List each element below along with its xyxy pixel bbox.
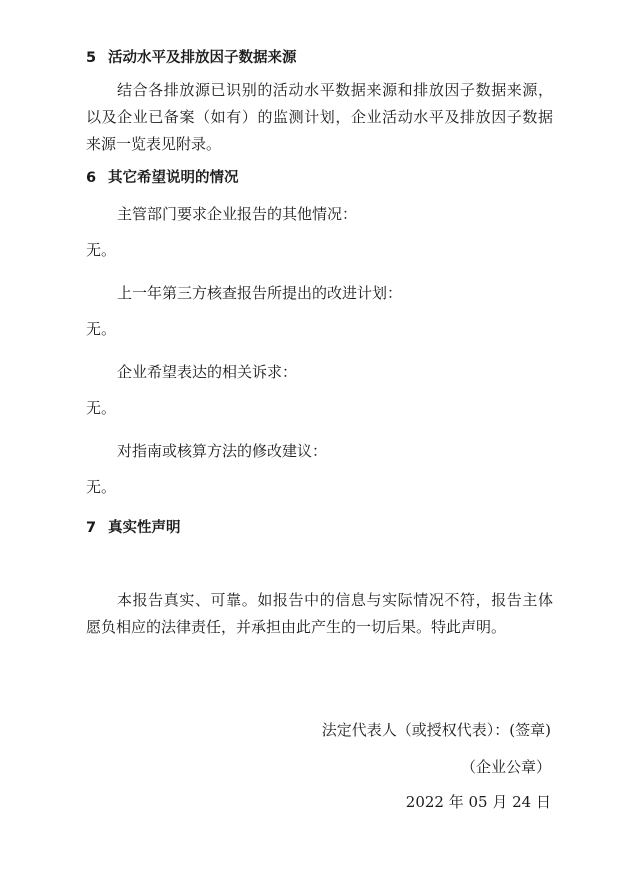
section-6-heading [86,168,239,188]
section-5-title: 活动水平及排放因子数据来源 [108,50,297,66]
section-7-paragraph-line-2: 愿负相应的法律责任，并承担由此产生的一切后果。特此声明。 [86,618,507,636]
section-6-question-3: 企业希望表达的相关诉求： [117,363,298,381]
section-6-question-1: 主管部门要求企业报告的其他情况： [117,205,358,223]
section-7-paragraph-line-1: 本报告真实、可靠。如报告中的信息与实际情况不符，报告主体 [117,591,553,609]
section-6-answer-3: 无。 [86,399,117,417]
section-6-title: 其它希望说明的情况 [108,170,239,186]
section-7-heading [86,518,181,538]
section-6-question-2: 上一年第三方核查报告所提出的改进计划： [117,284,403,302]
section-7-number: 7 [86,520,97,536]
section-5-paragraph-line-3: 来源一览表见附录。 [86,135,222,153]
section-7-title: 真实性声明 [108,520,181,536]
section-6-answer-2: 无。 [86,320,117,338]
section-5-heading [86,48,297,68]
section-6-question-4: 对指南或核算方法的修改建议： [117,442,328,460]
signature-company-seal: （企业公章） [460,758,551,776]
signature-representative: 法定代表人（或授权代表）：(签章) [321,721,551,739]
section-6-answer-1: 无。 [86,241,117,259]
signature-date: 2022 年 05 月 24 日 [405,793,551,811]
section-5-paragraph-line-1: 结合各排放源已识别的活动水平数据来源和排放因子数据来源， [117,81,553,99]
section-6-answer-4: 无。 [86,478,117,496]
section-6-number: 6 [86,170,97,186]
section-5-number: 5 [86,50,97,66]
section-5-paragraph-line-2: 以及企业已备案（如有）的监测计划，企业活动水平及排放因子数据 [86,108,553,126]
